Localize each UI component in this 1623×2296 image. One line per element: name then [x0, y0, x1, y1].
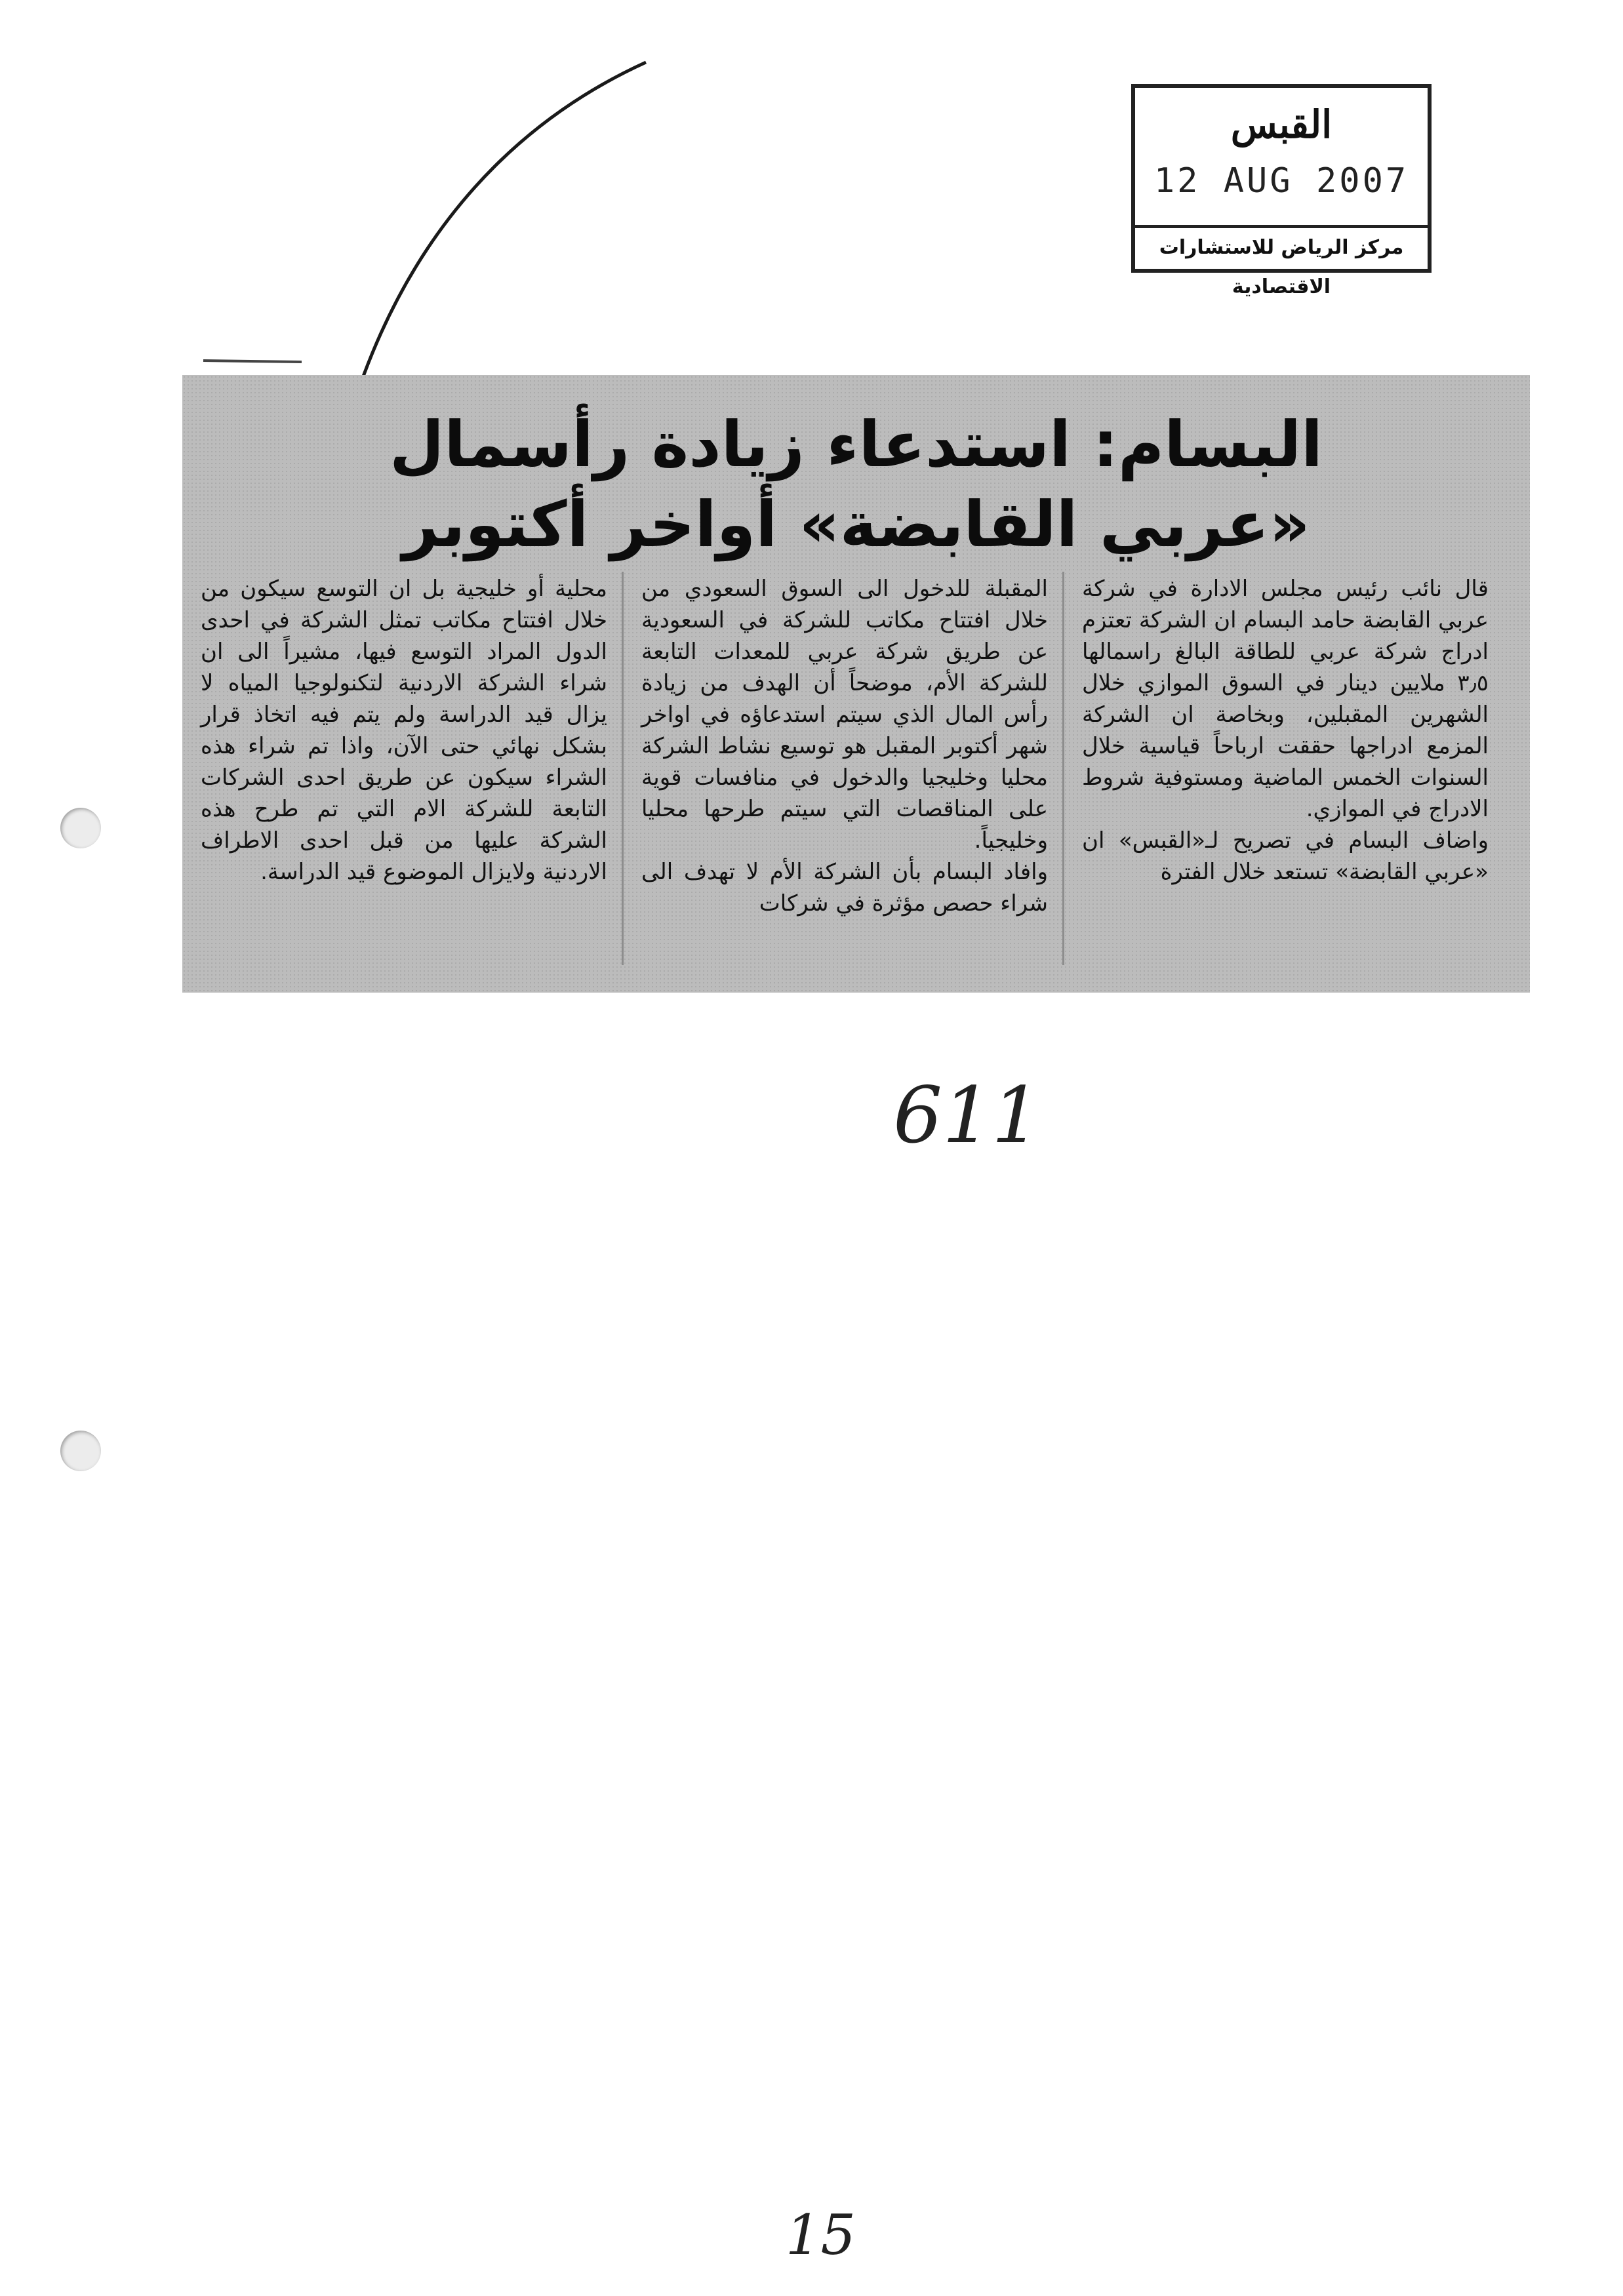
stamp-footer: مركز الرياض للاستشارات الاقتصادية	[1135, 225, 1428, 269]
newspaper-clipping	[182, 375, 1530, 993]
article-column-2	[641, 573, 1048, 980]
column-divider	[622, 572, 624, 965]
punch-hole	[60, 1431, 101, 1471]
punch-hole	[60, 808, 101, 848]
column-divider	[1062, 572, 1064, 965]
article-column-1	[1082, 573, 1489, 980]
stamp-date: 12 AUG 2007	[1153, 161, 1409, 201]
article-column-3	[201, 573, 607, 980]
headline-line-2: «عربي القابضة» أواخر أكتوبر	[402, 488, 1310, 561]
received-date-stamp	[1131, 84, 1432, 298]
column-2-text: المقبلة للدخول الى السوق السعودي من خلال افتتاح مكاتب للشركة في السعودية عن طريق شركة عربي للمعدات التابعة للشركة الأم، موضحاً أن الهدف من زيادة رأس المال الذي سيتم استدعاؤه في اواخر شهر أكتوبر المقبل هو توسيع نشاط الشركة محليا وخليجيا والدخول في منافسات قوية على المناقصات التي سيتم طرحها محليا وخليجياً. وافاد البسام بأن الشركة الأم لا تهدف الى شراء حصص مؤثرة في شركات	[641, 576, 1048, 917]
column-1-text: قال نائب رئيس مجلس الادارة في شركة عربي القابضة حامد البسام ان الشركة تعتزم ادراج شركة عربي للطاقة البالغ راسمالها ٣٫٥ ملايين دينار في السوق الموازي خلال الشهرين المقبلين، وبخاصة ان الشركة المزمع ادراجها حققت ارباحاً قياسية خلال السنوات الخمس الماضية ومستوفية شروط الادراج في الموازي. واضاف البسام في تصريح لـ«القبس» ان «عربي القابضة» تستعد خلال الفترة	[1082, 576, 1489, 885]
handwritten-note-number: 611	[893, 1070, 1041, 1160]
stamp-logo: القبس	[1230, 102, 1332, 147]
handwritten-page-number: 15	[786, 2203, 856, 2267]
headline-line-1: البسام: استدعاء زيادة رأسمال	[389, 408, 1323, 481]
column-3-text: محلية أو خليجية بل ان التوسع سيكون من خلال افتتاح مكاتب تمثل الشركة في احدى الدول المراد التوسع فيها، مشيراً الى ان شراء الشركة الاردنية لتكنولوجيا المياه لا يزال قيد الدراسة ولم يتم فيه اتخاذ قرار بشكل نهائي حتى الآن، واذا تم شراء هذه الشراء سيكون عن طريق احدى الشركات التابعة للشركة الام التي تم طرح هذه الشركة عليها من قبل احدى الاطراف الاردنية ولايزال الموضوع قيد الدراسة.	[201, 576, 607, 885]
